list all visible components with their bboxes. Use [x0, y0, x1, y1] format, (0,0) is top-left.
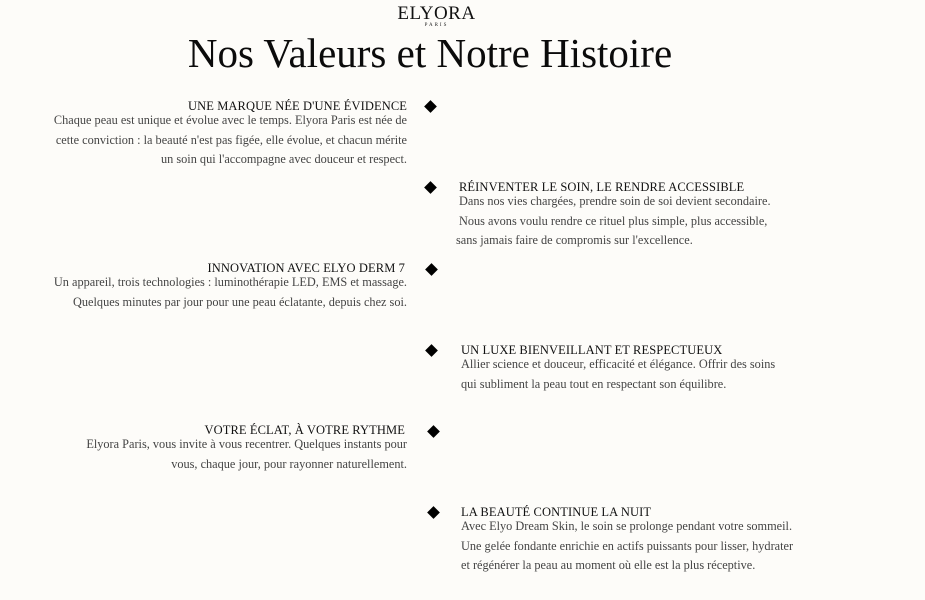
- timeline-entry-text: Une gelée fondante enrichie en actifs puissants pour lisser, hydrater: [461, 538, 794, 553]
- timeline-entry-text: un soin qui l'accompagne avec douceur et respect.: [160, 152, 407, 166]
- timeline-entry-text: Chaque peau est unique et évolue avec le temps. Elyora Paris est née de: [53, 113, 407, 127]
- timeline-entry-title: RÉINVENTER LE SOIN, LE RENDRE ACCESSIBLE: [459, 180, 745, 194]
- page-title: Nos Valeurs et Notre Histoire: [187, 30, 673, 76]
- timeline-entry-text: vous, chaque jour, pour rayonner naturellement.: [171, 456, 407, 471]
- timeline-diamond-icon: [425, 344, 438, 357]
- timeline-entry-your-rhythm: [86, 423, 407, 474]
- timeline-diamond-icon: [424, 181, 437, 194]
- timeline-entry-title: INNOVATION AVEC ELYO DERM 7: [207, 261, 405, 275]
- timeline-entry-night-beauty: [461, 505, 793, 576]
- timeline-entry-text: Avec Elyo Dream Skin, le soin se prolonge pendant votre sommeil.: [461, 519, 793, 533]
- timeline-entry-text: cette conviction : la beauté n'est pas figée, elle évolue, et chacun mérite: [55, 132, 407, 147]
- timeline-entry-text: Quelques minutes par jour pour une peau éclatante, depuis chez soi.: [73, 294, 407, 309]
- timeline-entry-text: sans jamais faire de compromis sur l'excellence.: [456, 233, 693, 247]
- timeline-entry-text: Un appareil, trois technologies : luminothérapie LED, EMS et massage.: [53, 275, 407, 289]
- brand-subtitle: PARIS: [424, 23, 449, 28]
- timeline-entry-text: et régénérer la peau au moment où elle est la plus réceptive.: [461, 558, 756, 572]
- timeline-entry-title: UNE MARQUE NÉE D'UNE ÉVIDENCE: [187, 99, 407, 113]
- timeline-entry-title: LA BEAUTÉ CONTINUE LA NUIT: [461, 505, 652, 519]
- timeline-entry-text: qui subliment la peau tout en respectant son équilibre.: [461, 376, 727, 391]
- timeline-entry-text: Allier science et douceur, efficacité et élégance. Offrir des soins: [461, 357, 776, 371]
- timeline-diamond-icon: [427, 425, 440, 438]
- brand-name: ELYORA: [397, 3, 476, 24]
- timeline-entry-brand-origin: [54, 99, 407, 170]
- brand-logo[interactable]: [0, 4, 873, 29]
- timeline-entry-accessible-care: [456, 180, 771, 251]
- timeline-entry-title: VOTRE ÉCLAT, À VOTRE RYTHME: [204, 423, 405, 437]
- timeline-entry-kind-luxury: [461, 343, 775, 394]
- timeline-entry-title: UN LUXE BIENVEILLANT ET RESPECTUEUX: [461, 343, 723, 357]
- timeline-diamond-icon: [424, 100, 437, 113]
- timeline-diamond-icon: [425, 263, 438, 276]
- timeline-entry-text: Nous avons voulu rendre ce rituel plus simple, plus accessible,: [459, 213, 768, 228]
- timeline-diamond-icon: [427, 506, 440, 519]
- timeline-entry-innovation: [54, 261, 407, 312]
- timeline-entry-text: Dans nos vies chargées, prendre soin de soi devient secondaire.: [459, 194, 771, 208]
- timeline-entry-text: Elyora Paris, vous invite à vous recentrer. Quelques instants pour: [86, 437, 407, 451]
